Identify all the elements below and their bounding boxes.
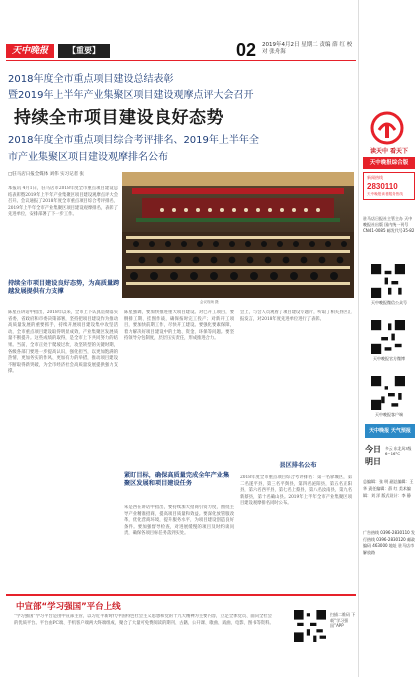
article-lead: 本报讯 4月1日，驻马店市2018年度全市重点项目建设总结表彰暨2019年上半年产业集聚区项目建设观摩点评大会召开。会议通报了2018年度全市重点项目综合考评排名、2019年上半年全市产业集聚区项目建设观摩排名，表彰了先进单位，安排部署了下一步工作。 [8, 186, 118, 218]
masthead [0, 0, 415, 64]
sidebar [358, 0, 415, 677]
weather-tomorrow: 明日 [365, 457, 381, 466]
wechat-qr-icon [371, 264, 405, 298]
weather-today: 今日 [365, 445, 381, 454]
subhead-1: 持续全市项目建设良好态势，为高质量跨越发展提供有力支撑 [8, 280, 120, 295]
publication-info: 驻马店日报社主管主办 天中晚报社出版 国内统一刊号 CN41-0085 邮发代号35-82 [363, 216, 415, 233]
article-body-4: 会上，与会人员观看了项目建设专题片，听取了相关县区汇报发言，对2018年度先进单位进行了表彰。 [240, 310, 352, 322]
sub-headline-2: 市产业集聚区项目建设观摩排名公布 [8, 152, 168, 163]
article-body-5: 2018年度全市重点项目综合考评排名：第一名驿城区，第二名遂平县，第三名平舆县，第四名泌阳县，第五名正阳县，第六名西平县，第七名上蔡县，第八名汝南县，第九名新蔡县，第十名确山县。2019年上半年全市产业集聚区项目建设观摩排名同时公布。 [240, 475, 352, 507]
sidebar-slogan: 读天中 看天下 [369, 148, 409, 155]
sub-headline-1: 2018年度全市重点项目综合考评排名、2019年上半年全 [8, 135, 259, 146]
kicker-line-2: 暨2019年上半年产业集聚区项目建设观摩点评大会召开 [8, 90, 254, 101]
page-number: 02 [236, 40, 257, 60]
qr-label-app: 天中晚报客户端 [375, 412, 403, 417]
paper-emblem-icon [369, 110, 405, 146]
photo-caption: 会议现场 摄 [200, 300, 219, 304]
xuexi-banner [6, 594, 356, 670]
section-tag: 【重要】 [58, 44, 110, 58]
hotline-label: 新闻热线 [367, 175, 383, 180]
qr-label-weibo: 天中晚报官方微博 [373, 356, 405, 361]
byline: □驻马店日报全媒体 刘伟 实习记者 张 [8, 172, 85, 177]
qr-code-icon [294, 610, 326, 642]
main-headline: 持续全市项目建设良好态势 [14, 108, 224, 128]
header-rule [6, 60, 356, 61]
qr-label-wechat: 天中晚报微信公众号 [371, 300, 407, 305]
banner-qr-text: 扫描二维码 下载“学习强国”APP [330, 612, 356, 628]
hotline-box [363, 172, 415, 200]
weather-header: 天中晚报 天气预报 [365, 424, 415, 438]
weibo-qr-icon [371, 320, 405, 354]
date-line: 2019年4月2日 星期二 责编 薛 红 校对 张舟海 [262, 42, 353, 55]
paper-name-logo: 天中晚报 [6, 44, 54, 58]
meeting-photo [122, 172, 354, 298]
article-body-3: 朱是西在讲话中指出，要持续加大招商引资力度，围绕主导产业精准招商，提高项目质量和效益。要深化放管服改革，优化营商环境，提升服务水平，为项目建设创造良好条件。要加强督导检查，对进展缓慢的项目及时约谈问责，确保各项目标任务落到实处。 [124, 505, 234, 537]
article-body-2: 陈星强调，要加快推进重大项目建设。对已开工项目，要倒排工期、挂图作战，确保按时完工投产；对新开工项目，要加快前期工作，尽快开工建设。要强化要素保障，着力解决好项目建设中的土地、资金、环保等问题。要坚持领导分包制度，层层压实责任，形成推进合力。 [124, 310, 234, 342]
banner-title: 中宣部“学习强国”平台上线 [16, 602, 121, 612]
sidebar-redbar: 天中晚报综合版 [363, 157, 415, 169]
kicker-line-1: 2018年度全市重点项目建设总结表彰 [8, 74, 174, 85]
article-body-1: 陈星在讲话中指出，2018年以来，全市上下认真贯彻落实省委、省政府和市委决策部署，坚持把项目建设作为推动高质量发展的重要抓手，持续开展项目建设集中攻坚活动，全市重点项目建设取得明显成效，产业集聚区发展质量不断提升。这些成绩的取得，是全市上下共同努力的结果。当前，全市正处于爬坡过坎、攻坚转型的关键时期，各级各部门要进一步提高认识，强化担当，以更加饱满的热情、更加务实的作风、更加有力的举措，推动项目建设不断取得新突破，为全市经济社会高质量发展提供强力支撑。 [8, 310, 118, 375]
hotline-subtext: 天中晚报读者服务热线 [367, 192, 403, 196]
hotline-number: 2830110 [367, 182, 398, 191]
staff-list: 总编辑：张 明 副总编辑：王 华 责任编辑：薛 红 美术编辑：刘 洋 版式设计：李 静 [363, 479, 414, 498]
banner-text: “学习强国”学习平台是由中宣部主管，以习近平新时代中国特色社会主义思想和党的十九大精神为主要内容，立足全体党员、面向全社会的优质平台。平台由PC端、手机客户端两大终端组成，聚合了大量可免费阅读的期刊、古籍、公开课、歌曲、戏曲、电影、图书等资料。 [14, 614, 274, 626]
subhead-2: 紧盯目标，确保高质量完成全年产业集聚区发展和项目建设任务 [124, 472, 230, 487]
contact-info: 广告热线 0396-2830110 发行热线 0396-2830120 邮政编码 463000 地址 驻马店市解放路 [363, 530, 415, 555]
subhead-3: 县区排名公布 [279, 462, 317, 469]
weather-detail: 多云 东北风3级 6~16°C [385, 446, 412, 456]
app-qr-icon [371, 376, 405, 410]
